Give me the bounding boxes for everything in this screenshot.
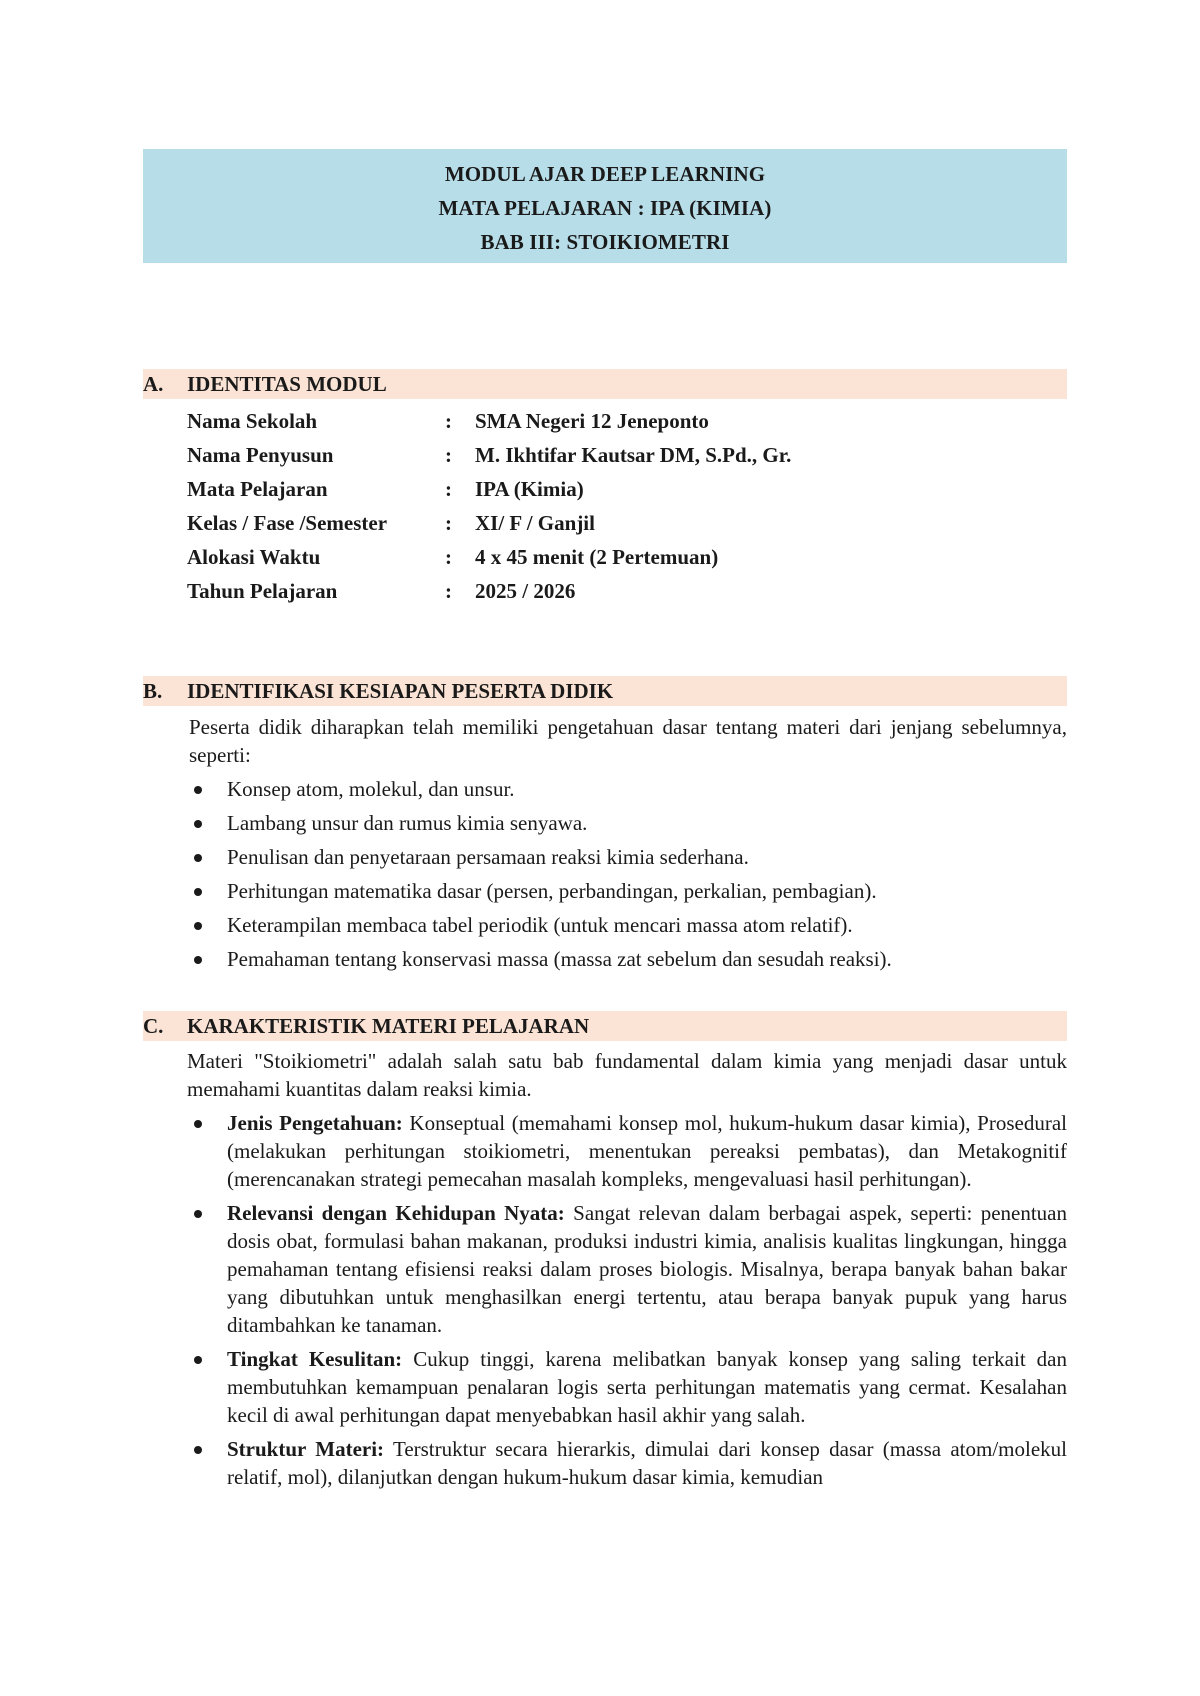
bullet-icon [194, 854, 202, 862]
identity-colon: : [445, 545, 452, 569]
section-c-heading [143, 1011, 1067, 1041]
subject-title: MATA PELAJARAN : IPA (KIMIA) [438, 196, 772, 220]
bullet-icon [194, 888, 202, 896]
identity-label: Mata Pelajaran [187, 477, 328, 501]
list-item: Penulisan dan penyetaraan persamaan reaksi kimia sederhana. [191, 843, 1067, 871]
item-term: Tingkat Kesulitan: [227, 1347, 403, 1371]
item-term: Relevansi dengan Kehidupan Nyata: [227, 1201, 565, 1225]
bullet-icon [194, 922, 202, 930]
title-box [143, 149, 1067, 263]
identity-row [187, 438, 1067, 472]
section-c-title: KARAKTERISTIK MATERI PELAJARAN [187, 1014, 590, 1038]
identity-colon: : [445, 579, 452, 603]
identity-colon: : [445, 409, 452, 433]
bullet-icon [194, 820, 202, 828]
bullet-icon [194, 786, 202, 794]
section-b-title: IDENTIFIKASI KESIAPAN PESERTA DIDIK [187, 679, 614, 703]
item-text: Sangat relevan dalam berbagai aspek, seperti: penentuan dosis obat, formulasi bahan makanan, produksi industri kimia, analisis kualitas lingkungan, hingga pemahaman tentang efisiensi reaksi dalam proses biologis. Misalnya, berapa banyak bahan bakar yang dibutuhkan untuk menghasilkan energi tertentu, atau berapa banyak pupuk yang harus ditambahkan ke tanaman. [227, 1201, 1067, 1337]
list-item: Konsep atom, molekul, dan unsur. [191, 775, 1067, 803]
identity-row [187, 472, 1067, 506]
identity-label: Kelas / Fase /Semester [187, 511, 388, 535]
item-term: Jenis Pengetahuan: [227, 1111, 403, 1135]
item-text: Terstruktur secara hierarkis, dimulai dari konsep dasar (massa atom/molekul relatif, mol), dilanjutkan dengan hukum-hukum dasar kimia, kemudian [227, 1437, 1067, 1489]
bullet-icon [194, 956, 202, 964]
module-title: MODUL AJAR DEEP LEARNING [444, 162, 766, 186]
identity-table [187, 404, 1067, 608]
identity-value: 4 x 45 menit (2 Pertemuan) [475, 545, 719, 569]
identity-colon: : [445, 443, 452, 467]
identity-label: Tahun Pelajaran [187, 579, 338, 603]
identity-value: 2025 / 2026 [475, 579, 576, 603]
item-term: Struktur Materi: [227, 1437, 385, 1461]
bullet-icon [194, 1210, 202, 1218]
section-a-letter: A. [143, 372, 164, 396]
identity-value: IPA (Kimia) [475, 477, 584, 501]
characteristics-list [191, 1109, 1067, 1497]
section-c-intro: Materi "Stoikiometri" adalah salah satu bab fundamental dalam kimia yang menjadi dasar untuk memahami kuantitas dalam reaksi kimia. [187, 1049, 1067, 1101]
identity-row [187, 506, 1067, 540]
readiness-list [191, 775, 1067, 979]
list-item [191, 1435, 1067, 1491]
identity-value: SMA Negeri 12 Jeneponto [475, 409, 709, 433]
section-a-heading [143, 369, 1067, 399]
identity-value: M. Ikhtifar Kautsar DM, S.Pd., Gr. [475, 443, 792, 467]
section-c-letter: C. [143, 1014, 164, 1038]
section-a-title: IDENTITAS MODUL [187, 372, 387, 396]
identity-label: Alokasi Waktu [187, 545, 321, 569]
identity-row [187, 404, 1067, 438]
identity-label: Nama Penyusun [187, 443, 334, 467]
chapter-title: BAB III: STOIKIOMETRI [480, 230, 730, 254]
bullet-icon [194, 1446, 202, 1454]
bullet-icon [194, 1120, 202, 1128]
item-text: Cukup tinggi, karena melibatkan banyak konsep yang saling terkait dan membutuhkan kemampuan penalaran logis serta perhitungan matematis yang cermat. Kesalahan kecil di awal perhitungan dapat menyebabkan hasil akhir yang salah. [227, 1347, 1068, 1427]
list-item [191, 1199, 1067, 1339]
list-item [191, 1109, 1067, 1193]
section-b-intro: Peserta didik diharapkan telah memiliki pengetahuan dasar tentang materi dari jenjang sebelumnya, seperti: [189, 715, 1067, 767]
list-item: Perhitungan matematika dasar (persen, perbandingan, perkalian, pembagian). [191, 877, 1067, 905]
identity-colon: : [445, 511, 452, 535]
identity-value: XI/ F / Ganjil [475, 511, 595, 535]
list-item: Lambang unsur dan rumus kimia senyawa. [191, 809, 1067, 837]
item-text: Konseptual (memahami konsep mol, hukum-hukum dasar kimia), Prosedural (melakukan perhitungan stoikiometri, menentukan pereaksi pembatas), dan Metakognitif (merencanakan strategi pemecahan masalah kompleks, mengevaluasi hasil perhitungan). [227, 1111, 1067, 1191]
section-b-heading [143, 676, 1067, 706]
identity-row [187, 540, 1067, 574]
list-item: Keterampilan membaca tabel periodik (untuk mencari massa atom relatif). [191, 911, 1067, 939]
identity-row [187, 574, 1067, 608]
bullet-icon [194, 1356, 202, 1364]
identity-colon: : [445, 477, 452, 501]
list-item [191, 1345, 1067, 1429]
list-item: Pemahaman tentang konservasi massa (massa zat sebelum dan sesudah reaksi). [191, 945, 1067, 973]
section-b-letter: B. [143, 679, 163, 703]
identity-label: Nama Sekolah [187, 409, 318, 433]
